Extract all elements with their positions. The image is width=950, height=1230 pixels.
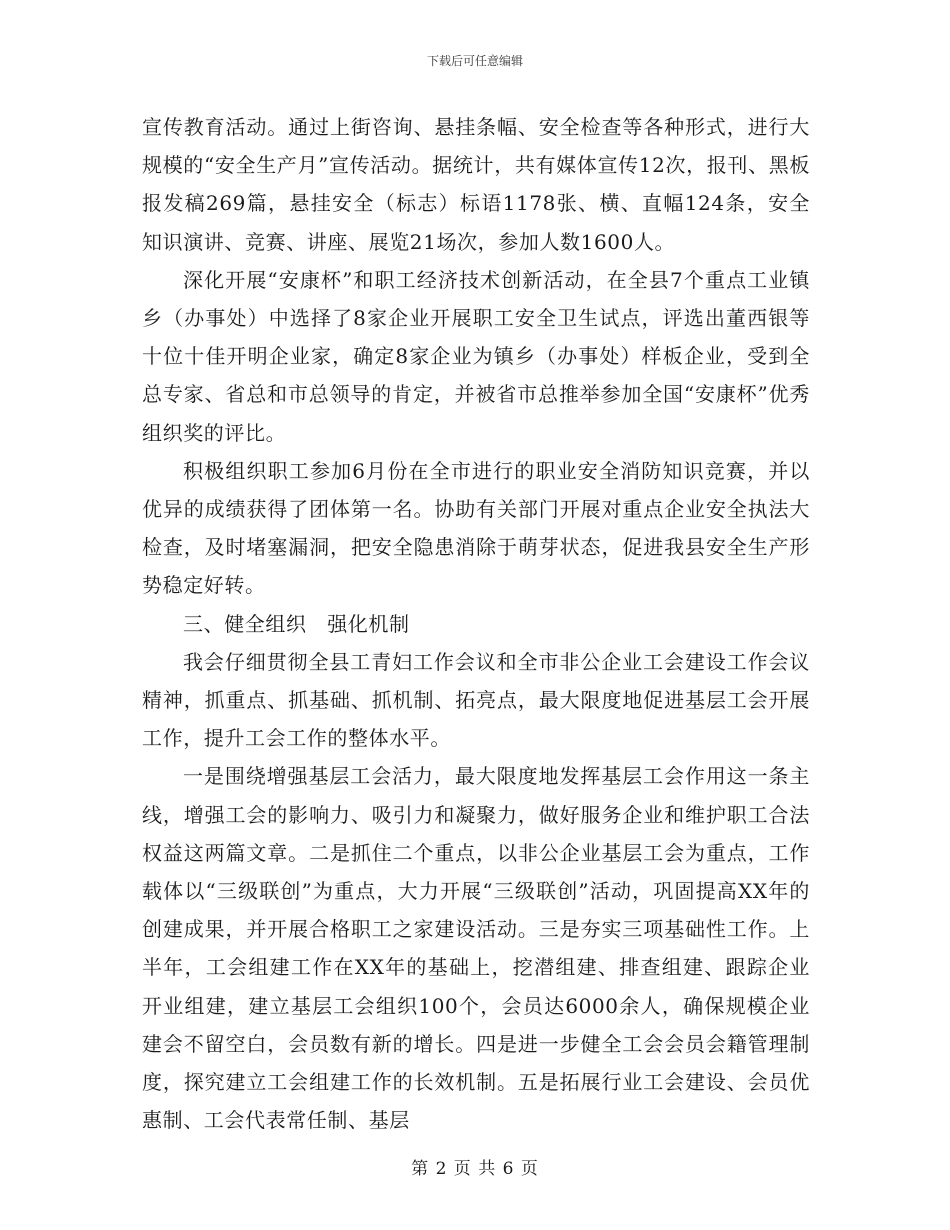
body-paragraph-5: 一是围绕增强基层工会活力，最大限度地发挥基层工会作用这一条主线，增强工会的影响力、吸引力和凝聚力，做好服务企业和维护职工合法权益这两篇文章。二是抓住二个重点，以非公企业基层工会为重点，工作载体以“三级联创”为重点，大力开展“三级联创”活动，巩固提高XX年的创建成果，并开展合格职工之家建设活动。三是夯实三项基础性工作。上半年，工会组建工作在XX年的基础上，挖潜组建、排查组建、跟踪企业开业组建，建立基层工会组织100个，会员达6000余人，确保规模企业建会不留空白，会员数有新的增长。四是进一步健全工会会员会籍管理制度，探究建立工会组建工作的长效机制。五是拓展行业工会建设、会员优惠制、工会代表常任制、基层 [142,764,810,1133]
document-body [142,108,810,1139]
page-header: 下载后可任意编辑 [426,54,523,68]
section-heading: 三、健全组织 强化机制 [183,611,410,636]
page-number-footer: 第 2 页 共 6 页 [411,1159,539,1179]
body-paragraph-4: 我会仔细贯彻全县工青妇工作会议和全市非公企业工会建设工作会议精神，抓重点、抓基础、抓机制、拓亮点，最大限度地促进基层工会开展工作，提升工会工作的整体水平。 [142,649,810,751]
body-paragraph-1: 宣传教育活动。通过上街咨询、悬挂条幅、安全检查等各种形式，进行大规模的“安全生产月”宣传活动。据统计，共有媒体宣传12次，报刊、黑板报发稿269篇，悬挂安全（标志）标语1178张、横、直幅124条，安全知识演讲、竞赛、讲座、展览21场次，参加人数1600人。 [142,115,810,254]
body-paragraph-3: 积极组织职工参加6月份在全市进行的职业安全消防知识竞赛，并以优异的成绩获得了团体第一名。协助有关部门开展对重点企业安全执法大检查，及时堵塞漏洞，把安全隐患消除于萌芽状态，促进我县安全生产形势稳定好转。 [142,458,810,598]
body-paragraph-2: 深化开展“安康杯”和职工经济技术创新活动，在全县7个重点工业镇乡（办事处）中选择了8家企业开展职工安全卫生试点，评选出董西银等十位十佳开明企业家，确定8家企业为镇乡（办事处）样板企业，受到全总专家、省总和市总领导的肯定，并被省市总推举参加全国“安康杯”优秀组织奖的评比。 [142,267,810,445]
